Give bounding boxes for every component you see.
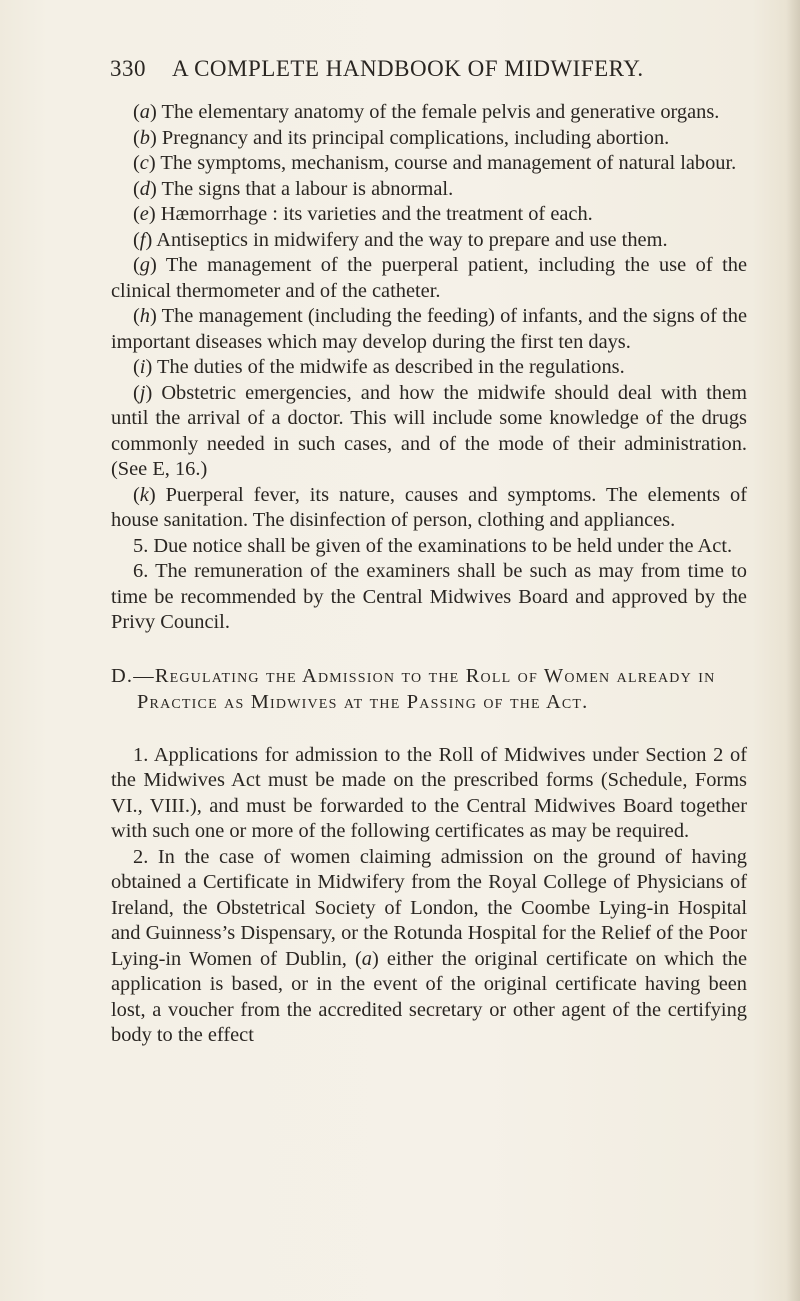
- page-number: 330: [110, 56, 146, 81]
- item-mark: i: [139, 356, 146, 378]
- item-mark: k: [139, 483, 149, 506]
- body-text: [111, 100, 747, 1049]
- rule-text: either the original certificate on which the application is based, or in the event of the original certificate having been lost, a voucher from the accredited secretary or other agent of the certifying body to the effect: [111, 947, 748, 1046]
- item-mark: e: [139, 203, 149, 225]
- list-item: (a) The elementary anatomy of the female pelvis and generative organs.: [133, 101, 720, 123]
- item-mark: a: [139, 101, 150, 123]
- page-edge-shadow: [786, 0, 800, 1301]
- item-mark: b: [139, 126, 150, 149]
- list-item: (c) The symptoms, mechanism, course and management of natural labour.: [133, 152, 737, 174]
- item-text: The elementary anatomy of the female pelvis and generative organs.: [161, 101, 720, 123]
- list-item: (g) The management of the puerperal patient, including the use of the clinical thermometer and of the catheter.: [111, 254, 747, 302]
- list-item: (j) Obstetric emergencies, and how the midwife should deal with them until the arrival of a doctor. This will include some knowledge of the drugs commonly needed in such cases, and of the mode of their administration. (See E, 16.): [111, 381, 748, 480]
- item-mark: a: [361, 947, 372, 970]
- item-mark: c: [139, 152, 149, 174]
- list-item: (e) Hæmorrhage : its varieties and the treatment of each.: [133, 203, 593, 225]
- item-text: The management (including the feeding) of infants, and the signs of the important diseases which may develop during the first ten days.: [111, 305, 748, 353]
- item-text: Hæmorrhage : its varieties and the treatment of each.: [160, 203, 593, 225]
- list-item: (d) The signs that a labour is abnormal.: [133, 177, 454, 200]
- rule-paragraph: 5. Due notice shall be given of the examinations to be held under the Act.: [133, 534, 733, 557]
- running-head: [110, 56, 750, 82]
- list-item: (h) The management (including the feeding) of infants, and the signs of the important diseases which may develop during the first ten days.: [111, 305, 748, 353]
- item-text: The duties of the midwife as described in the regulations.: [157, 356, 625, 378]
- rule-paragraph: 6. The remuneration of the examiners shall be such as may from time to time be recommended by the Central Midwives Board and approved by the Privy Council.: [111, 560, 747, 633]
- list-item: (i) The duties of the midwife as described in the regulations.: [133, 356, 625, 378]
- item-mark: g: [139, 254, 150, 276]
- item-mark: f: [139, 228, 146, 251]
- item-text: The symptoms, mechanism, course and management of natural labour.: [160, 152, 737, 174]
- item-text: Pregnancy and its principal complications, including abortion.: [161, 126, 670, 149]
- book-title: A COMPLETE HANDBOOK OF MIDWIFERY.: [172, 56, 644, 81]
- item-text: The management of the puerperal patient, including the use of the clinical thermometer and of the catheter.: [111, 254, 747, 302]
- rule-text: 2. In the case of women claiming admission on the ground of having obtained a Certificate in Midwifery from the Royal College of Physicians of Ireland, the Obstetrical Society of London, the Coombe Lying-in Hospital and Guinness’s Dispensary, or the Rotunda Hospital for the Relief of the Poor Lying-in Women of Dublin,: [111, 845, 747, 970]
- section-heading: D.—Regulating the Admission to the Roll of Women already in Practice as Midwives at the Passing of the Act.: [111, 664, 716, 713]
- item-mark: h: [139, 305, 150, 327]
- item-text: Obstetric emergencies, and how the midwife should deal with them until the arrival of a doctor. This will include some knowledge of the drugs commonly needed in such cases, and of the mode of their administration. (See E, 16.): [111, 381, 748, 480]
- item-text: The signs that a labour is abnormal.: [161, 177, 454, 200]
- item-text: Antiseptics in midwifery and the way to prepare and use them.: [156, 228, 668, 251]
- rule-paragraph: 2. In the case of women claiming admission on the ground of having obtained a Certificate in Midwifery from the Royal College of Physicians of Ireland, the Obstetrical Society of London, the Coombe Lying-in Hospital and Guinness’s Dispensary, or the Rotunda Hospital for the Relief of the Poor Lying-in Women of Dublin, (a) either the original certificate on which the application is based, or in the event of the original certificate having been lost, a voucher from the accredited secretary or other agent of the certifying body to the effect: [111, 845, 748, 1046]
- item-mark: j: [139, 381, 146, 404]
- item-mark: d: [139, 177, 150, 200]
- item-text: Puerperal fever, its nature, causes and symptoms. The elements of house sanitation. The disinfection of person, clothing and appliances.: [111, 483, 747, 531]
- list-item: (b) Pregnancy and its principal complications, including abortion.: [133, 126, 670, 149]
- list-item: (f) Antiseptics in midwifery and the way to prepare and use them.: [133, 228, 668, 251]
- list-item: (k) Puerperal fever, its nature, causes and symptoms. The elements of house sanitation. The disinfection of person, clothing and appliances.: [111, 483, 747, 531]
- rule-paragraph: 1. Applications for admission to the Roll of Midwives under Section 2 of the Midwives Act must be made on the prescribed forms (Schedule, Forms VI., VIII.), and must be forwarded to the Central Midwives Board together with such one or more of the following certificates as may be required.: [111, 743, 747, 842]
